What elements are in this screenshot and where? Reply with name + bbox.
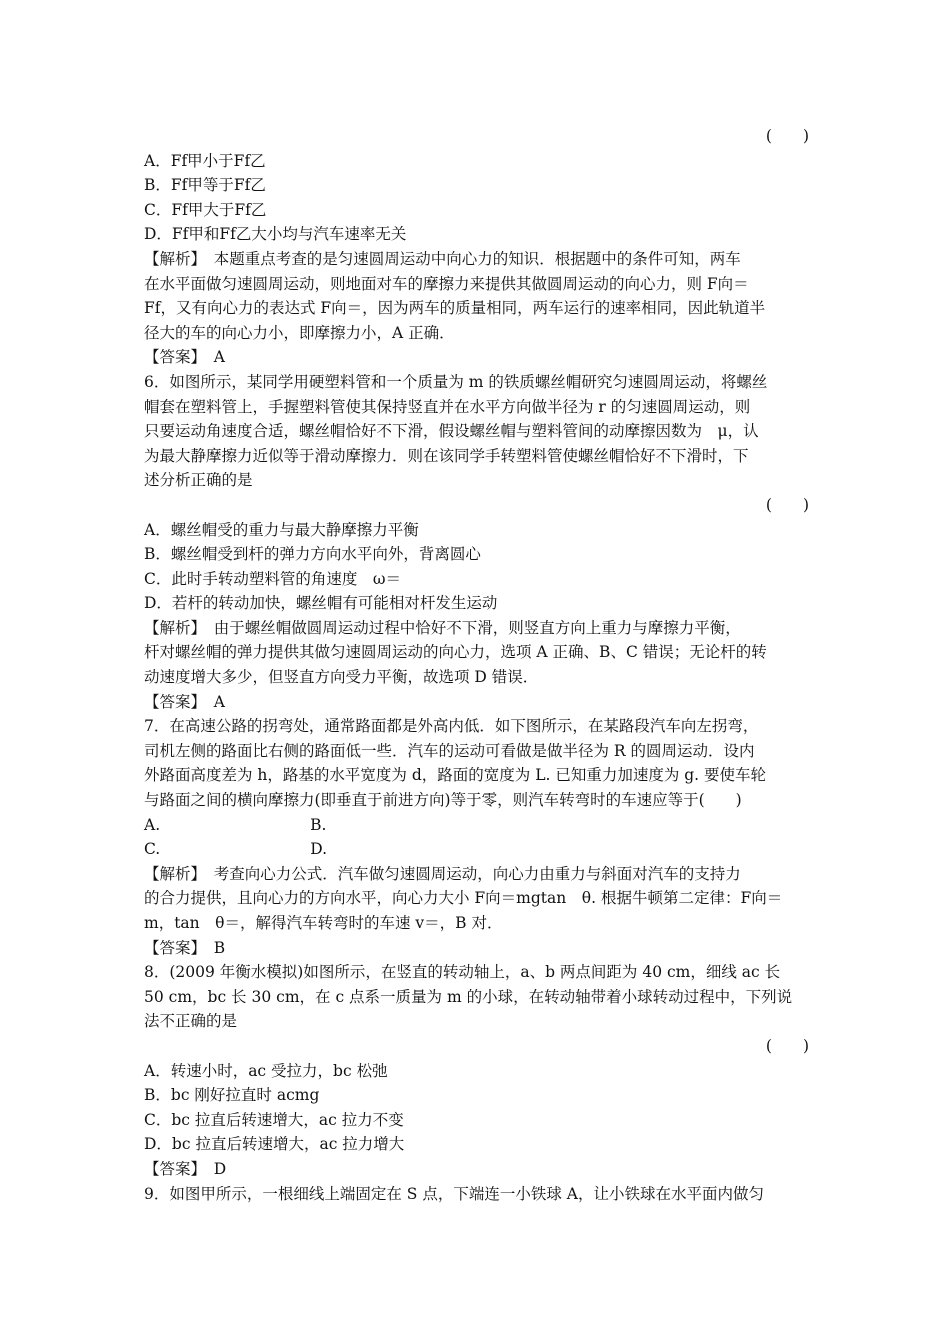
text-line [144,395,809,420]
text-line [144,739,809,764]
text-line [144,1059,809,1084]
text-span: 杆对螺丝帽的弹力提供其做匀速圆周运动的向心力，选项 A 正确、B、C 错误；无论杆的转 [144,643,767,662]
text-span: 动速度增大多少，但竖直方向受力平衡，故选项 D 错误． [144,668,539,687]
text-span: 50 cm，bc 长 30 cm，在 c 点系一质量为 m 的小球，在转动轴带着小球转动过程中，下列说 [144,987,793,1006]
document-body [144,124,809,1206]
text-span: D. [310,840,328,859]
text-span: B．Ff甲等于Ff乙 [144,176,266,195]
text-line [144,763,809,788]
text-line [144,640,809,665]
text-span: 与路面之间的横向摩擦力(即垂直于前进方向)等于零，则汽车转弯时的车速应等于( ) [144,791,742,810]
text-line [144,1108,809,1133]
text-line [144,1009,809,1034]
text-line [144,542,809,567]
text-line [144,198,809,223]
text-span: B．螺丝帽受到杆的弹力方向水平向外，背离圆心 [144,545,481,564]
text-line [144,714,809,739]
text-line [144,272,809,297]
text-line [144,616,809,641]
text-line [144,960,809,985]
text-line [144,321,809,346]
text-line [144,247,809,272]
text-line [144,862,809,887]
text-span: C．此时手转动塑料管的角速度 ω＝ [144,569,401,588]
text-span: B. [310,815,327,834]
text-line [144,149,809,174]
text-span: D．Ff甲和Ff乙大小均与汽车速率无关 [144,225,407,244]
text-line [144,837,809,862]
text-line [144,690,809,715]
text-span: ( ) [765,1036,809,1055]
text-span: A．Ff甲小于Ff乙 [144,151,266,170]
text-span: 9．如图甲所示，一根细线上端固定在 S 点，下端连一小铁球 A，让小铁球在水平面内做匀 [144,1184,764,1203]
text-line [144,419,809,444]
text-span: 6．如图所示，某同学用硬塑料管和一个质量为 m 的铁质螺丝帽研究匀速圆周运动，将螺丝 [144,372,768,391]
text-span: 法不正确的是 [144,1012,238,1031]
text-line [144,1182,809,1207]
text-line [144,124,809,149]
text-line [144,370,809,395]
text-span: C．Ff甲大于Ff乙 [144,200,267,219]
text-line [144,936,809,961]
text-line [144,911,809,936]
text-line [144,1034,809,1059]
text-line [144,567,809,592]
text-line [144,1083,809,1108]
text-span: 径大的车的向心力小，即摩擦力小，A 正确． [144,323,455,342]
text-line [144,985,809,1010]
text-span: C．bc 拉直后转速增大，ac 拉力不变 [144,1110,404,1129]
text-span: 在水平面做匀速圆周运动，则地面对车的摩擦力来提供其做圆周运动的向心力，则 F向＝ [144,274,749,293]
text-span: ( ) [765,127,809,145]
text-line [144,591,809,616]
text-span: A．螺丝帽受的重力与最大静摩擦力平衡 [144,520,419,539]
text-span: 【答案】 A [144,692,225,711]
text-span: 司机左侧的路面比右侧的路面低一些．汽车的运动可看做是做半径为 R 的圆周运动．设内 [144,741,755,760]
text-line [144,468,809,493]
text-line [144,813,809,838]
text-span: 述分析正确的是 [144,471,253,490]
text-span: 7．在高速公路的拐弯处，通常路面都是外高内低．如下图所示，在某路段汽车向左拐弯， [144,717,759,736]
text-span: 【解析】 由于螺丝帽做圆周运动过程中恰好不下滑，则竖直方向上重力与摩擦力平衡， [144,618,741,637]
text-line [144,886,809,911]
text-span: ( ) [765,495,809,514]
text-line [144,665,809,690]
text-line [144,222,809,247]
text-span: A. [144,815,161,834]
text-line [144,493,809,518]
text-span: C. [144,840,161,859]
text-span: 8．(2009 年衡水模拟)如图所示，在竖直的转动轴上，a、b 两点间距为 40 cm，细线 ac 长 [144,963,781,982]
text-span: 为最大静摩擦力近似等于滑动摩擦力．则在该同学手转塑料管使螺丝帽恰好不下滑时，下 [144,446,749,465]
text-line [144,788,809,813]
text-span: 【答案】 D [144,1159,227,1178]
text-line [144,444,809,469]
text-line [144,1157,809,1182]
text-span: Ff，又有向心力的表达式 F向＝，因为两车的质量相同，两车运行的速率相同，因此轨道半 [144,299,766,318]
text-line [144,518,809,543]
text-span: B．bc 刚好拉直时 acmg [144,1086,320,1105]
text-span: 【答案】 B [144,938,226,957]
text-span: 【解析】 考查向心力公式．汽车做匀速圆周运动，向心力由重力与斜面对汽车的支持力 [144,864,741,883]
text-span: 只要运动角速度合适，螺丝帽恰好不下滑，假设螺丝帽与塑料管间的动摩擦因数为 μ，认 [144,422,759,441]
text-line [144,296,809,321]
text-span: 外路面高度差为 h，路基的水平宽度为 d，路面的宽度为 L. 已知重力加速度为 g. 要使车轮 [144,766,767,785]
text-span: m，tan θ＝，解得汽车转弯时的车速 v＝，B 对． [144,914,503,932]
text-span: 【解析】 本题重点考查的是匀速圆周运动中向心力的知识．根据题中的条件可知，两车 [144,249,741,268]
text-span: D．bc 拉直后转速增大，ac 拉力增大 [144,1135,405,1154]
text-span: A．转速小时，ac 受拉力，bc 松弛 [144,1061,388,1080]
text-line [144,345,809,370]
text-line [144,173,809,198]
text-span: D．若杆的转动加快，螺丝帽有可能相对杆发生运动 [144,594,498,613]
text-line [144,1132,809,1157]
text-span: 的合力提供，且向心力的方向水平，向心力大小 F向＝mgtan θ. 根据牛顿第二定律：F向＝ [144,889,783,908]
text-span: 帽套在塑料管上，手握塑料管使其保持竖直并在水平方向做半径为 r 的匀速圆周运动，则 [144,397,751,416]
text-span: 【答案】 A [144,348,225,367]
